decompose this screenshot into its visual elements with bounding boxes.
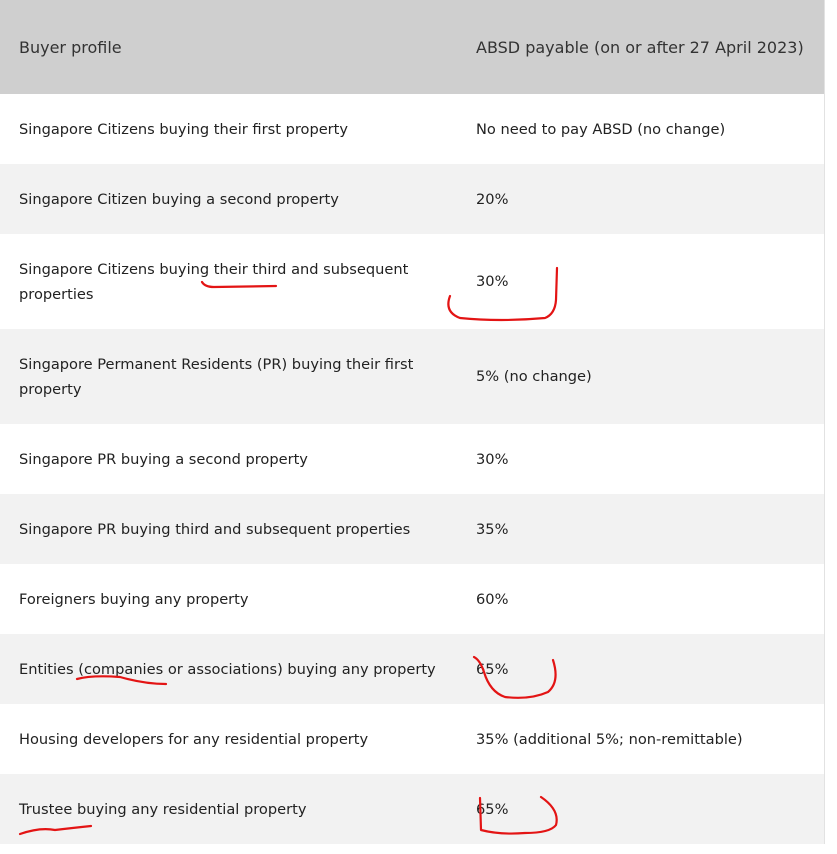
cell-absd-rate: 20% (476, 190, 509, 208)
table-row (0, 94, 824, 164)
table-row (0, 164, 824, 234)
cell-absd-rate: 60% (476, 590, 509, 608)
table-row (0, 704, 824, 774)
cell-buyer-profile: Housing developers for any residential property (19, 730, 369, 748)
cell-absd-rate: 65% (476, 800, 509, 818)
cell-absd-rate: 30% (476, 273, 509, 290)
header-buyer-profile: Buyer profile (19, 37, 122, 57)
cell-buyer-profile: Singapore Citizen buying a second property (19, 190, 339, 208)
cell-absd-rate: 35% (476, 520, 509, 538)
cell-buyer-profile: Singapore Citizens buying their first property (19, 120, 349, 138)
cell-absd-rate: 30% (476, 450, 509, 468)
table-row (0, 564, 824, 634)
cell-absd-rate: No need to pay ABSD (no change) (476, 120, 726, 138)
cell-absd-rate: 35% (additional 5%; non-remittable) (476, 730, 743, 748)
table-row (0, 494, 824, 564)
header-absd-payable: ABSD payable (on or after 27 April 2023) (476, 37, 804, 57)
table-row (0, 774, 824, 844)
table-row (0, 634, 824, 704)
cell-buyer-profile: Singapore PR buying third and subsequent properties (19, 520, 411, 538)
cell-buyer-profile: Trustee buying any residential property (19, 800, 307, 818)
cell-absd-rate: 5% (no change) (476, 368, 592, 385)
cell-buyer-profile: Singapore PR buying a second property (19, 450, 308, 468)
table-row (0, 329, 824, 424)
cell-buyer-profile: Singapore Permanent Residents (PR) buying their first property (19, 355, 414, 398)
cell-buyer-profile: Foreigners buying any property (19, 590, 249, 608)
cell-buyer-profile: Entities (companies or associations) buying any property (19, 660, 436, 678)
table-row (0, 234, 824, 329)
table-header-row (0, 0, 824, 94)
cell-buyer-profile: Singapore Citizens buying their third and subsequent properties (19, 260, 409, 303)
table-row (0, 424, 824, 494)
cell-absd-rate: 65% (476, 660, 509, 678)
